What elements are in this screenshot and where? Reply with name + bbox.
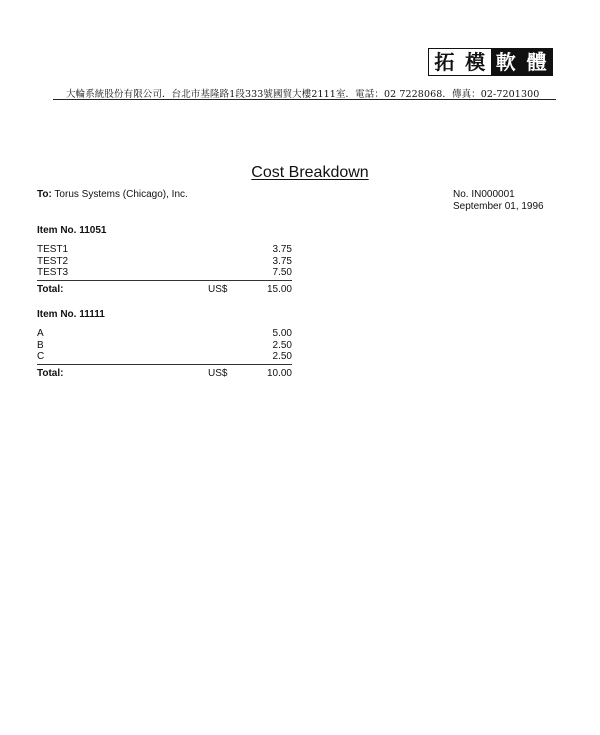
line-item — [37, 351, 292, 363]
line-item-name: TEST3 — [37, 267, 69, 278]
line-item-name: B — [37, 339, 44, 351]
line-item — [37, 328, 292, 340]
letterhead-divider — [53, 99, 556, 100]
line-item-name: A — [37, 328, 44, 339]
logo-char: 體 — [521, 49, 552, 75]
document-date: September 01, 1996 — [453, 201, 544, 212]
currency-label: US$ — [208, 283, 228, 295]
total-divider — [37, 364, 292, 365]
logo-char: 模 — [465, 50, 486, 74]
total-label: Total: — [37, 367, 64, 379]
line-item-name: TEST1 — [37, 244, 69, 255]
recipient-label: To: — [37, 189, 52, 200]
logo-char: 軟 — [491, 49, 522, 75]
line-item-amount: 2.50 — [272, 351, 292, 362]
total-row — [37, 284, 292, 297]
document-number: No. IN000001 — [453, 189, 515, 200]
line-item — [37, 340, 292, 352]
company-info: 大輪系統股份有限公司．台北市基隆路1段333號國貿大樓2111室．電話：02 7228068．傳真：02-7201300 — [66, 89, 540, 100]
line-item-name: C — [37, 351, 45, 362]
item-section — [37, 309, 292, 381]
currency-label: US$ — [208, 367, 228, 379]
line-item-name: TEST2 — [37, 255, 69, 267]
recipient-name: Torus Systems (Chicago), Inc. — [54, 189, 188, 200]
item-heading: Item No. 11051 — [37, 225, 107, 236]
total-amount: 15.00 — [266, 283, 292, 295]
line-item-amount: 2.50 — [272, 339, 292, 351]
total-amount: 10.00 — [266, 367, 292, 379]
company-logo — [428, 48, 553, 76]
line-item-amount: 3.75 — [272, 255, 292, 267]
line-item-amount: 5.00 — [272, 328, 292, 339]
line-item-amount: 3.75 — [272, 244, 292, 255]
logo-char: 拓 — [434, 50, 455, 74]
line-item — [37, 244, 292, 256]
total-divider — [37, 280, 292, 281]
line-item — [37, 267, 292, 279]
line-item — [37, 256, 292, 268]
item-heading: Item No. 11111 — [37, 309, 105, 320]
line-item-amount: 7.50 — [272, 267, 292, 278]
item-section — [37, 225, 292, 297]
document-title: Cost Breakdown — [251, 164, 369, 181]
recipient-line — [37, 189, 188, 200]
total-label: Total: — [37, 283, 64, 295]
total-row — [37, 368, 292, 381]
